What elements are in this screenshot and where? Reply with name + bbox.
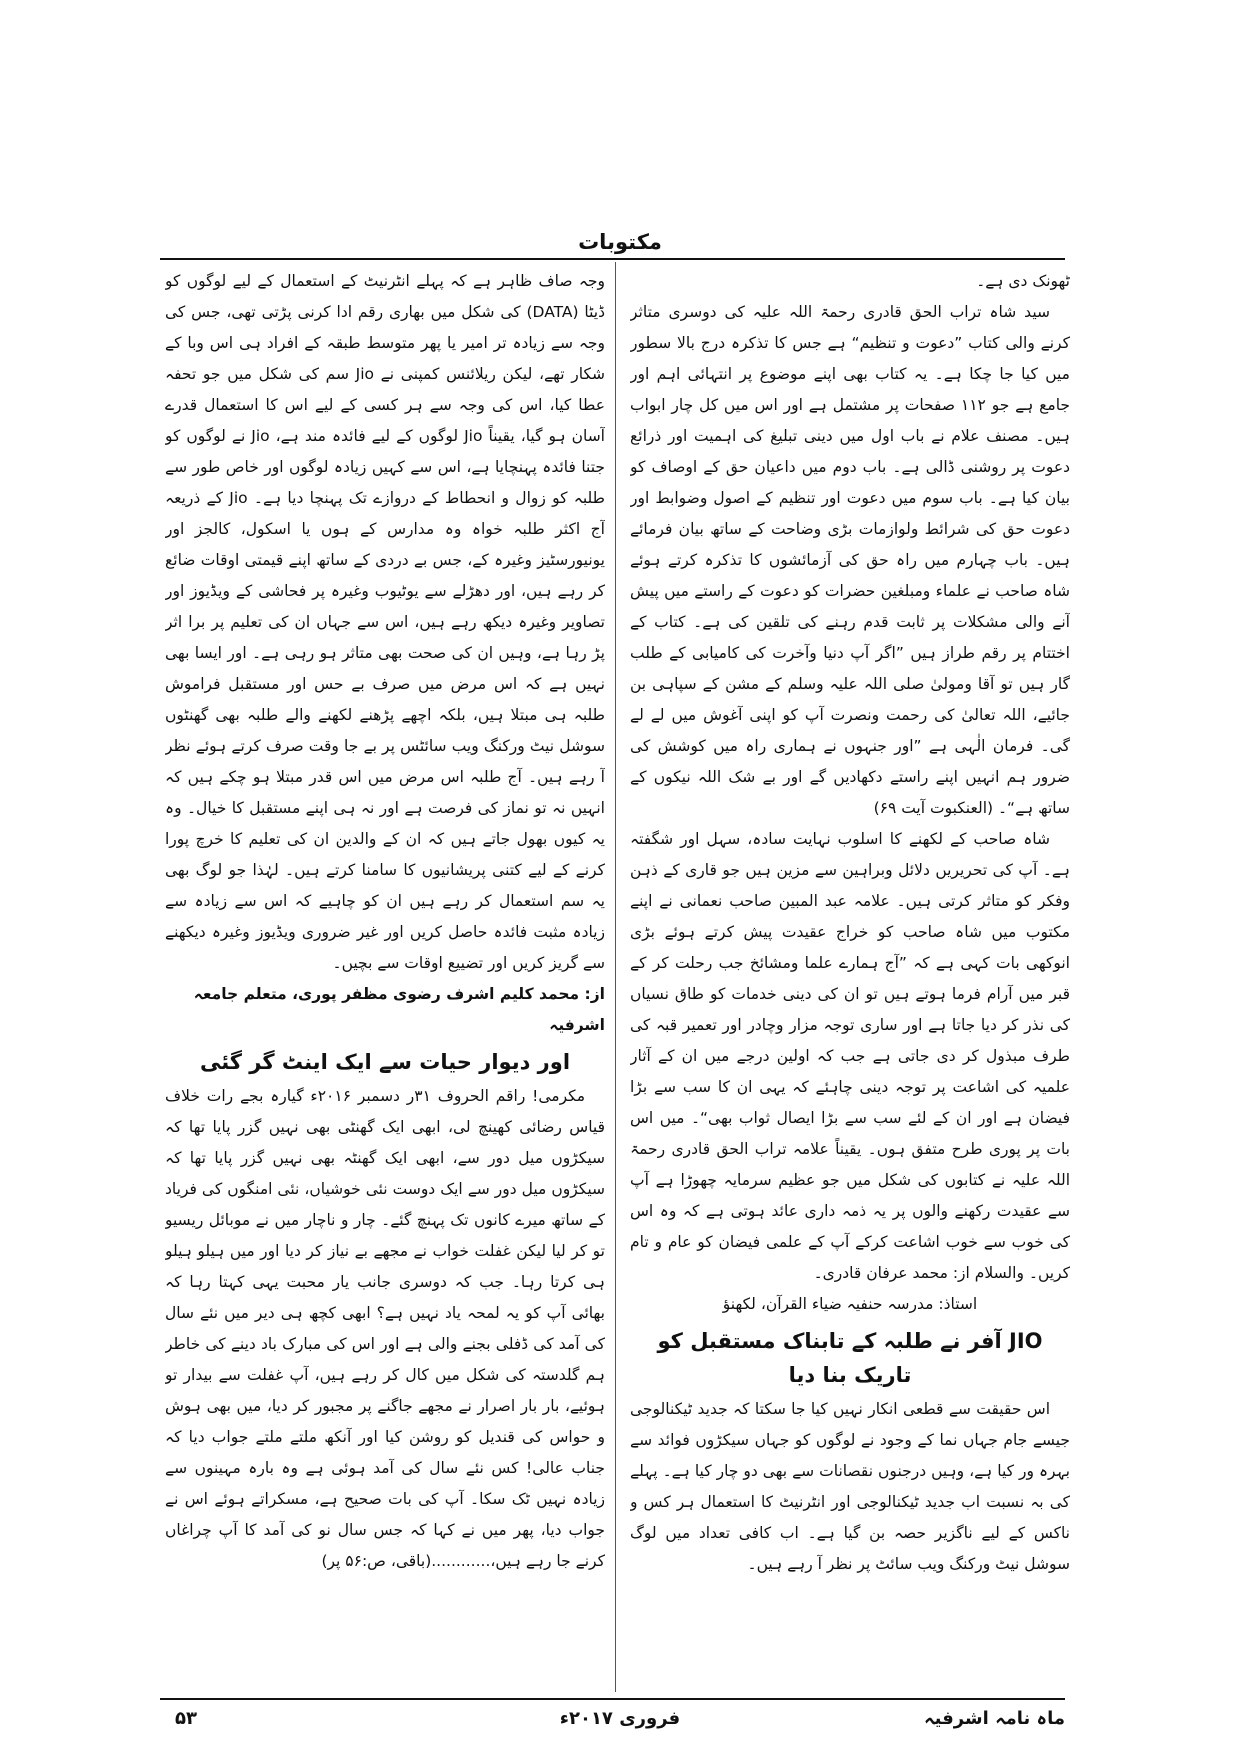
- author-affiliation: استاذ: مدرسہ حنفیہ ضیاء القرآن، لکھنؤ: [722, 1295, 978, 1313]
- paragraph: شاہ صاحب کے لکھنے کا اسلوب نہایت سادہ، سہل اور شگفتہ ہے۔ آپ کی تحریریں دلائل وبراہین سے مزین ہیں جو قاری کے ذہن وفکر کو متاثر کرتی ہیں۔ علامہ عبد المبین صاحب نعمانی نے اپنے مکتوب میں شاہ صاحب کو خراج عقیدت پیش کرتے ہوئے بڑی انوکھی بات کہی ہے کہ ”آج ہمارے علما ومشائخ جب رحلت کر کے قبر میں آرام فرما ہوتے ہیں تو ان کی دینی خدمات کو طاق نسیاں کی نذر کر دیا جاتا ہے اور ساری توجہ مزار وچادر اور تعمیر قبہ کی طرف مبذول کر دی جاتی ہے جب کہ اولین درجے میں ان کے آثار علمیہ کی اشاعت پر توجہ دینی چاہئے کہ یہی ان کا سب سے بڑا فیضان ہے اور ان کے لئے سب سے بڑا ایصال ثواب بھی“۔ میں اس بات پر پوری طرح متفق ہوں۔ یقیناً علامہ تراب الحق قادری رحمۃ اللہ علیہ نے کتابوں کی شکل میں جو عظیم سرمایہ چھوڑا ہے آپ سے عقیدت رکھنے والوں پر یہ ذمہ داری عائد ہوتی ہے کہ وہ اس کی خوب سے خوب اشاعت کرکے آپ کے علمی فیضان کو عام و تام کریں۔ والسلام از: محمد عرفان قادری۔: [630, 830, 1070, 1282]
- paragraph: سید شاہ تراب الحق قادری رحمۃ اللہ علیہ کی دوسری متاثر کرنے والی کتاب ”دعوت و تنظیم“ ہے جس کا تذکرہ درج بالا سطور میں کیا جا چکا ہے۔ یہ کتاب بھی اپنے موضوع پر انتہائی اہم اور جامع ہے جو ۱۱۲ صفحات پر مشتمل ہے اور اس میں کل چار ابواب ہیں۔ مصنف علام نے باب اول میں دینی تبلیغ کی اہمیت اور ذرائع دعوت پر روشنی ڈالی ہے۔ باب دوم میں داعیان حق کے اوصاف کو بیان کیا ہے۔ باب سوم میں دعوت اور تنظیم کے اصول وضوابط اور دعوت حق کی شرائط ولوازمات بڑی وضاحت کے ساتھ بیان فرمائے ہیں۔ باب چہارم میں راہ حق کی آزمائشوں کا تذکرہ کرتے ہوئے شاہ صاحب نے علماء ومبلغین حضرات کو دعوت کے راستے میں پیش آنے والی مشکلات پر ثابت قدم رہنے کی تلقین کی ہے۔ کتاب کے اختتام پر رقم طراز ہیں ”اگر آپ دنیا وآخرت کی کامیابی کے طلب گار ہیں تو آقا ومولیٰ صلی اللہ علیہ وسلم کے مشن کے سپاہی بن جائیے، اللہ تعالیٰ کی رحمت ونصرت آپ کو اپنی آغوش میں لے لے گی۔ فرمان الٰہی ہے ”اور جنہوں نے ہماری راہ میں کوشش کی ضرور ہم انہیں اپنے راستے دکھادیں گے اور بے شک اللہ نیکوں کے ساتھ ہے“۔ (العنکبوت آیت ۶۹): [630, 303, 1070, 817]
- footer-rule: [160, 1698, 1065, 1700]
- paragraph: وجہ صاف ظاہر ہے کہ پہلے انٹرنیٹ کے استعمال کے لیے لوگوں کو ڈیٹا (DATA) کی شکل میں بھاری رقم ادا کرنی پڑتی تھی، جس کی وجہ سے زیادہ تر امیر یا پھر متوسط طبقہ کے افراد ہی اس وبا کے شکار تھے، لیکن ریلائنس کمپنی نے Jio سم کی شکل میں جو تحفہ عطا کیا، اس کی وجہ سے ہر کسی کے لیے اس کا استعمال قدرے آسان ہو گیا، یقیناً Jio لوگوں کے لیے فائدہ مند ہے، Jio نے لوگوں کو جتنا فائدہ پہنچایا ہے، اس سے کہیں زیادہ لوگوں اور خاص طور سے طلبہ کو زوال و انحطاط کے دروازے تک پہنچا دیا ہے۔ Jio کے ذریعہ آج اکثر طلبہ خواہ وہ مدارس کے ہوں یا اسکول، کالجز اور یونیورسٹیز وغیرہ کے، جس بے دردی کے ساتھ اپنے قیمتی اوقات ضائع کر رہے ہیں، اور دھڑلے سے یوٹیوب وغیرہ پر فحاشی کے ویڈیوز اور تصاویر وغیرہ دیکھ رہے ہیں، اس سے جہاں ان کی تعلیم پر برا اثر پڑ رہا ہے، وہیں ان کی صحت بھی متاثر ہو رہی ہے۔ اور ایسا بھی نہیں ہے کہ اس مرض میں صرف بے حس اور مستقبل فراموش طلبہ ہی مبتلا ہیں، بلکہ اچھے پڑھنے لکھنے والے طلبہ بھی گھنٹوں سوشل نیٹ ورکنگ ویب سائٹس پر بے جا وقت صرف کرتے ہوئے نظر آ رہے ہیں۔ آج طلبہ اس مرض میں اس قدر مبتلا ہو چکے ہیں کہ انہیں نہ تو نماز کی فرصت ہے اور نہ ہی اپنے مستقبل کا خیال۔ وہ یہ کیوں بھول جاتے ہیں کہ ان کے والدین ان کی تعلیم کا خرچ پورا کرنے کے لیے کتنی پریشانیوں کا سامنا کرتے ہیں۔ لہٰذا جو لوگ بھی یہ سم استعمال کر رہے ہیں ان کو چاہیے کہ اس سے زیادہ سے زیادہ مثبت فائدہ حاصل کریں اور غیر ضروری ویڈیوز وغیرہ دیکھنے سے گریز کریں اور تضییع اوقات سے بچیں۔: [165, 272, 605, 972]
- paragraph: مکرمی! راقم الحروف ۳۱ر دسمبر ۲۰۱۶ء گیارہ بجے رات خلاف قیاس رضائی کھینچ لی، ابھی ایک گھنٹی بھی نہیں گزر پایا تھا کہ سیکڑوں میل دور سے، ابھی ایک گھنٹہ بھی نہیں گزر پایا تھا کہ سیکڑوں میل دور سے ایک دوست نئی خوشیاں، نئی امنگوں کی فریاد کے ساتھ میرے کانوں تک پہنچ گئے۔ چار و ناچار میں نے موبائل ریسیو تو کر لیا لیکن غفلت خواب نے مجھے بے نیاز کر دیا اور میں ہیلو ہیلو ہی کرتا رہا۔ جب کہ دوسری جانب یار محبت یہی کہتا رہا کہ بھائی آپ کو یہ لمحہ یاد نہیں ہے؟ ابھی کچھ ہی دیر میں نئے سال کی آمد کی ڈفلی بجنے والی ہے اور اس کی مبارک باد دینے کی خاطر ہم گلدستہ کی شکل میں کال کر رہے ہیں، آپ غفلت سے بیدار تو ہوئیے، بار بار اصرار نے مجھے جاگنے پر مجبور کر دیا، میں بھی ہوش و حواس کی قندیل کو روشن کیا اور آنکھ ملتے ملتے جواب دیا کہ جناب عالی! کس نئے سال کی آمد ہوئی ہے وہ بارہ مہینوں سے زیادہ نہیں ٹک سکا۔ آپ کی بات صحیح ہے، مسکراتے ہوئے اس نے جواب دیا، پھر میں نے کہا کہ جس سال نو کی آمد کا آپ چراغاں کرنے جا رہے ہیں،............(باقی، ص:۵۶ پر): [165, 1087, 605, 1570]
- paragraph: اس حقیقت سے قطعی انکار نہیں کیا جا سکتا کہ جدید ٹیکنالوجی جیسے جام جہاں نما کے وجود نے لوگوں کو جہاں سیکڑوں فوائد سے بہرہ ور کیا ہے، وہیں درجنوں نقصانات سے بھی دو چار کیا ہے۔ پہلے کی بہ نسبت اب جدید ٹیکنالوجی اور انٹرنیٹ کا استعمال ہر کس و ناکس کے لیے ناگزیر حصہ بن گیا ہے۔ اب کافی تعداد میں لوگ سوشل نیٹ ورکنگ ویب سائٹ پر نظر آ رہے ہیں۔: [630, 1400, 1070, 1573]
- left-column: [165, 266, 605, 1686]
- magazine-name: ماہ نامہ اشرفیہ: [924, 1708, 1065, 1729]
- right-column: [630, 266, 1070, 1686]
- page-number: ۵۳: [175, 1708, 197, 1729]
- issue-date: فروری ۲۰۱۷ء: [559, 1708, 681, 1729]
- column-divider: [615, 262, 616, 1692]
- byline: از: محمد کلیم اشرف رضوی مظفر پوری، متعلم جامعہ اشرفیہ: [193, 985, 605, 1034]
- header-rule: [160, 258, 1065, 260]
- page-title: مکتوبات: [578, 230, 662, 254]
- article-heading: JIO آفر نے طلبہ کے تابناک مستقبل کو تاریک بنا دیا: [657, 1329, 1043, 1387]
- article-heading: اور دیوار حیات سے ایک اینٹ گر گئی: [199, 1050, 571, 1074]
- paragraph: ٹھونک دی ہے۔: [976, 272, 1070, 290]
